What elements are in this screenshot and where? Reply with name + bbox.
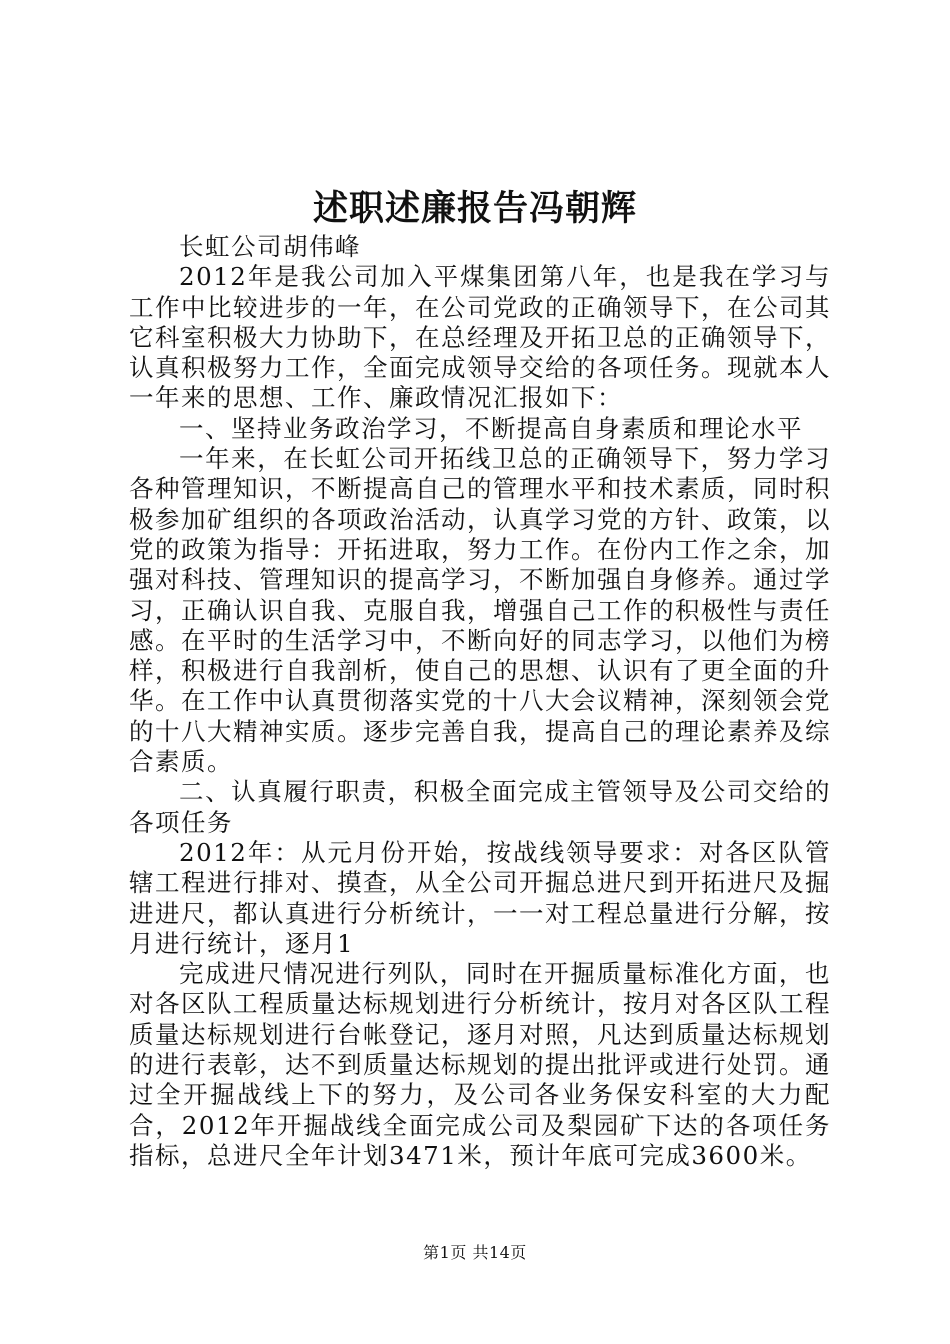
section-2-paragraph-2: 完成进尺情况进行列队，同时在开掘质量标准化方面，也对各区队工程质量达标规划进行分析统计，按月对各区队工程质量达标规划进行台帐登记，逐月对照，凡达到质量达标规划的进行表彰，达不到质量达标规划的提出批评或进行处罚。通过全开掘战线上下的努力，及公司各业务保安科室的大力配合，2012年开掘战线全面完成公司及梨园矿下达的各项任务指标，总进尺全年计划3471米，预计年底可完成3600米。 <box>129 959 831 1170</box>
section-1-paragraph: 一年来，在长虹公司开拓线卫总的正确领导下，努力学习各种管理知识，不断提高自己的管理水平和技术素质，同时积极参加矿组织的各项政治活动，认真学习党的方针、政策，以党的政策为指导：开拓进取，努力工作。在份内工作之余，加强对科技、管理知识的提高学习，不断加强自身修养。通过学习，正确认识自我、克服自我，增强自己工作的积极性与责任感。在平时的生活学习中，不断向好的同志学习，以他们为榜样，积极进行自我剖析，使自己的思想、认识有了更全面的升华。在工作中认真贯彻落实党的十八大会议精神，深刻领会党的十八大精神实质。逐步完善自我，提高自己的理论素养及综合素质。 <box>129 444 831 777</box>
author-line: 长虹公司胡伟峰 <box>179 232 361 261</box>
document-body <box>129 232 831 1171</box>
section-2-paragraph-1: 2012年：从元月份开始，按战线领导要求：对各区队管辖工程进行排对、摸查，从全公司开掘总进尺到开拓进尺及掘进进尺，都认真进行分析统计，一一对工程总量进行分解，按月进行统计，逐月1 <box>129 837 831 958</box>
intro-paragraph: 2012年是我公司加入平煤集团第八年，也是我在学习与工作中比较进步的一年，在公司党政的正确领导下，在公司其它科室积极大力协助下，在总经理及开拓卫总的正确领导下，认真积极努力工作，全面完成领导交给的各项任务。现就本人一年来的思想、工作、廉政情况汇报如下： <box>129 262 831 413</box>
section-heading-2: 二、认真履行职责，积极全面完成主管领导及公司交给的各项任务 <box>129 777 831 837</box>
document-title: 述职述廉报告冯朝辉 <box>312 188 637 229</box>
section-heading-1: 一、坚持业务政治学习，不断提高自身素质和理论水平 <box>179 413 803 443</box>
page-number-footer: 第1页 共14页 <box>423 1243 527 1262</box>
